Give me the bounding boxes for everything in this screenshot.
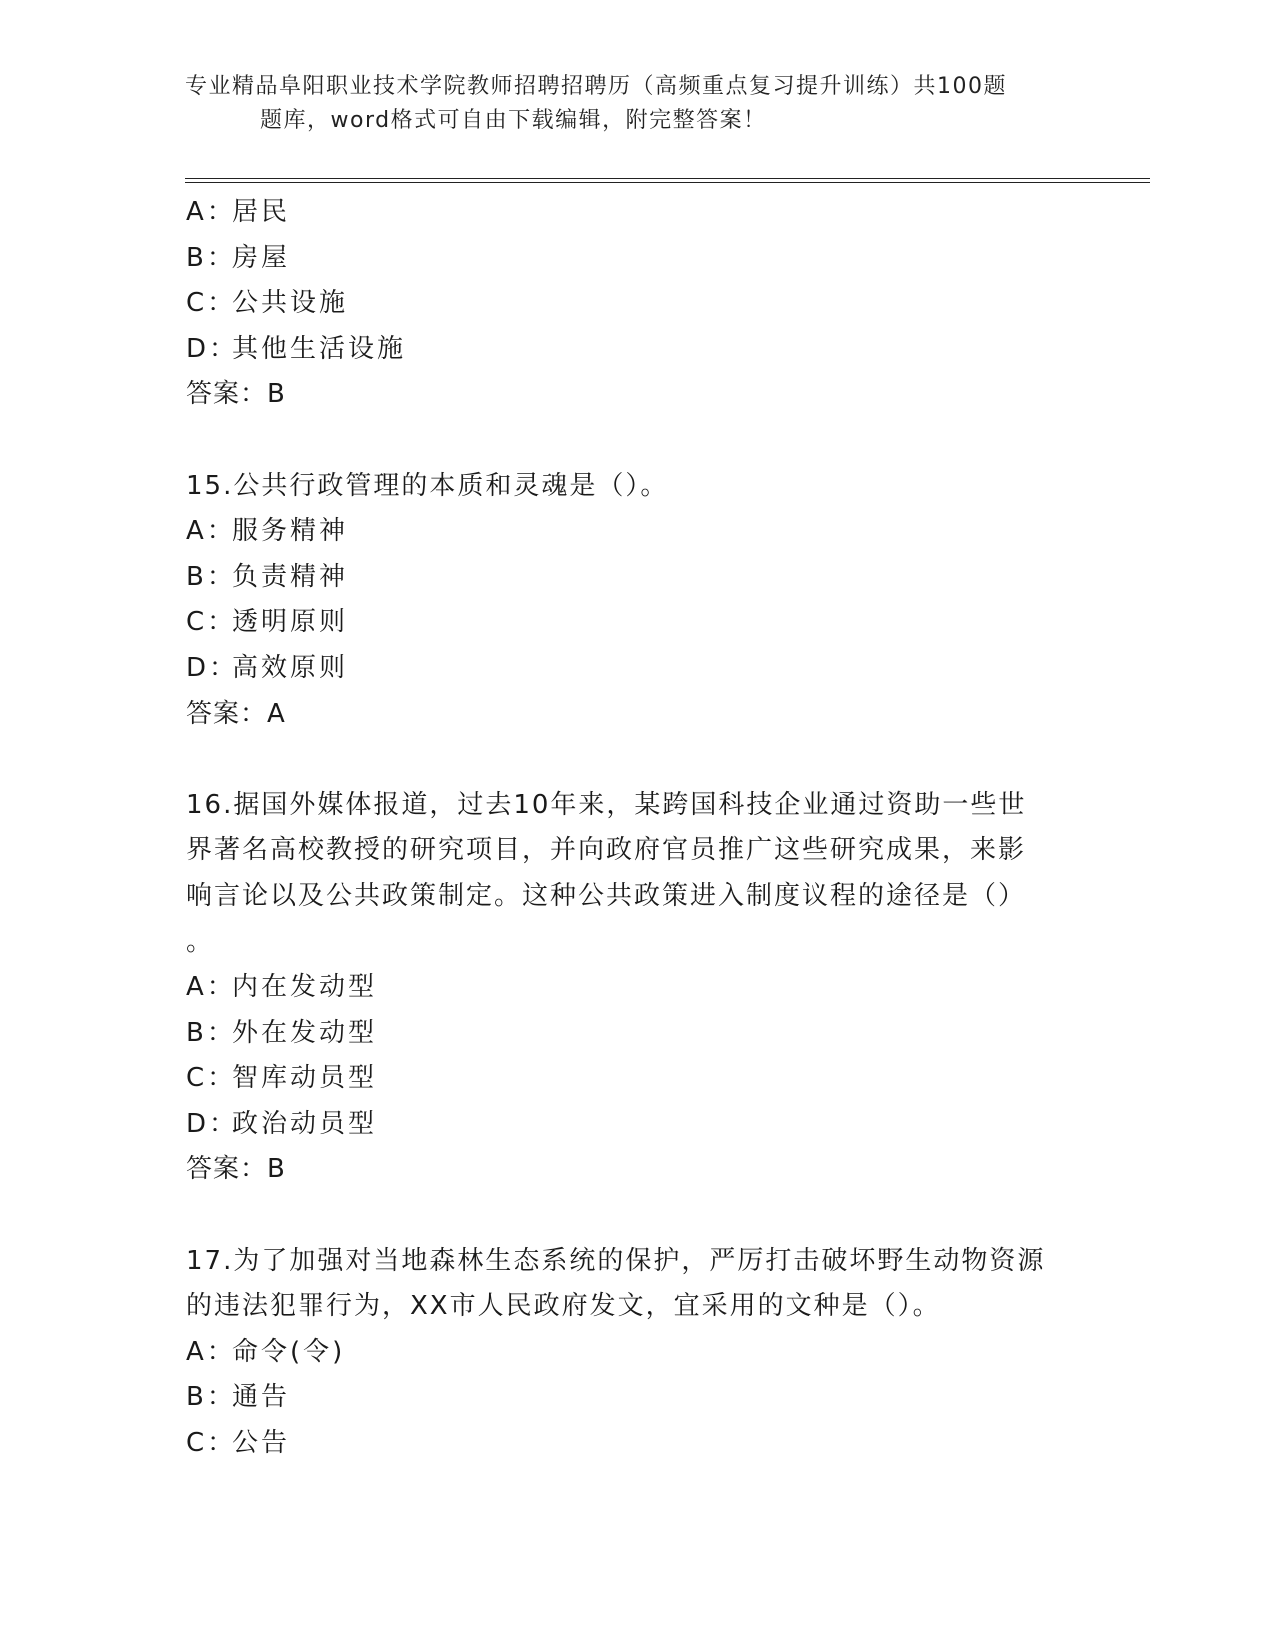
option-text: 负责精神: [232, 561, 349, 592]
answer-line: 答案：B: [186, 1154, 286, 1185]
option-letter: D：: [186, 652, 239, 683]
question-stem-line: 。: [186, 926, 215, 957]
option-b: [186, 1011, 1086, 1057]
option-a: [186, 509, 1086, 555]
option-letter: C：: [186, 288, 237, 319]
option-letter: A：: [186, 197, 236, 227]
option-text: 内在发动型: [232, 972, 378, 1003]
answer-line: 答案：B: [186, 379, 286, 410]
option-text: 其他生活设施: [232, 333, 407, 364]
option-text: 命令(令): [232, 1336, 346, 1367]
option-letter: B：: [186, 1382, 236, 1413]
option-letter: D：: [186, 333, 239, 364]
option-letter: A：: [186, 972, 236, 1003]
option-a: [186, 965, 1086, 1011]
option-b: [186, 1375, 1086, 1421]
header-title-line-1: 专业精品阜阳职业技术学院教师招聘招聘历（高频重点复习提升训练）共100题: [185, 74, 1007, 99]
option-text: 通告: [232, 1382, 291, 1413]
option-text: 公告: [232, 1428, 291, 1459]
question-stem-line: 的违法犯罪行为，XX市人民政府发文，宜采用的文种是（）。: [186, 1291, 941, 1322]
option-letter: B：: [186, 242, 236, 273]
option-text: 房屋: [232, 242, 291, 273]
option-c: [186, 600, 1086, 646]
option-letter: D：: [186, 1108, 239, 1139]
spacer: [186, 1193, 1086, 1239]
option-letter: C：: [186, 607, 237, 638]
question-stem-line: 响言论以及公共政策制定。这种公共政策进入制度议程的途径是（）: [186, 880, 1027, 911]
header-divider-top: [185, 178, 1150, 179]
question-17: [186, 1239, 1086, 1467]
option-d: [186, 327, 1086, 373]
option-text: 居民: [232, 197, 291, 227]
option-text: 服务精神: [232, 516, 349, 547]
question-15: [186, 464, 1086, 738]
answer-line: 答案：A: [186, 698, 286, 729]
option-d: [186, 646, 1086, 692]
option-letter: A：: [186, 1336, 236, 1367]
option-letter: C：: [186, 1063, 237, 1094]
option-a: [186, 1330, 1086, 1376]
option-c: [186, 281, 1086, 327]
option-letter: B：: [186, 1017, 236, 1048]
option-text: 智库动员型: [232, 1063, 378, 1094]
option-letter: B：: [186, 561, 236, 592]
question-stem-line: 17.为了加强对当地森林生态系统的保护，严厉打击破坏野生动物资源: [186, 1245, 1046, 1276]
option-b: [186, 555, 1086, 601]
question-14: [186, 190, 1086, 418]
header-divider-bottom: [185, 182, 1150, 183]
question-stem: 15.公共行政管理的本质和灵魂是（）。: [186, 470, 669, 501]
option-letter: A：: [186, 516, 236, 547]
option-text: 公共设施: [232, 288, 349, 319]
spacer: [186, 418, 1086, 464]
option-text: 外在发动型: [232, 1017, 378, 1048]
option-a: [186, 190, 1086, 236]
option-text: 高效原则: [232, 652, 349, 683]
option-text: 透明原则: [232, 607, 349, 638]
option-c: [186, 1056, 1086, 1102]
question-stem-line: 界著名高校教授的研究项目，并向政府官员推广这些研究成果，来影: [186, 835, 1027, 866]
option-text: 政治动员型: [232, 1108, 378, 1139]
option-letter: C：: [186, 1428, 237, 1459]
page-header: [185, 70, 1085, 138]
spacer: [186, 737, 1086, 783]
question-16: [186, 783, 1086, 1193]
question-stem-line: 16.据国外媒体报道，过去10年来，某跨国科技企业通过资助一些世: [186, 789, 1027, 820]
option-d: [186, 1102, 1086, 1148]
question-list: [186, 190, 1086, 1467]
option-c: [186, 1421, 1086, 1467]
option-b: [186, 236, 1086, 282]
header-title-line-2: 题库，word格式可自由下载编辑，附完整答案！: [260, 108, 767, 133]
